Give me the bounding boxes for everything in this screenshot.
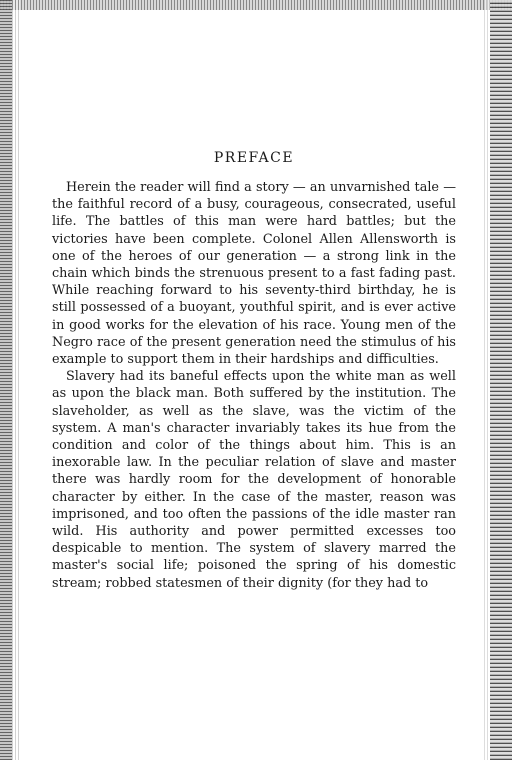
page-title: PREFACE [213, 150, 295, 166]
scan-edge-left [0, 0, 12, 760]
scan-edge-top [0, 0, 512, 10]
paragraph-1: Herein the reader will find a story — an unvarnished tale — the faithful record of a busy, courageous, consecrated, useful life. The battles of this man were hard battles; but the victories have been complete. Colonel Allen Allensworth is one of the heroes of our generation — a strong link in the chain which binds the strenuous present to a fast fading past. While reaching forward to his seventy-third birthday, he is still possessed of a buoyant, youthful spirit, and is ever active in good works for the elevation of his race. Young men of the Negro race of the present generation need the stimulus of his example to support them in their hardships and difficulties. [52, 180, 456, 368]
scan-edge-left-shadow [12, 0, 20, 760]
scan-edge-right-shadow [484, 0, 490, 760]
paragraph-2: Slavery had its baneful effects upon the white man as well as upon the black man. Both suffered by the institution. The slaveholder, as well as the slave, was the victim of the system. A man's character invariably takes its hue from the condition and color of the things about him. This is an inexorable law. In the peculiar relation of slave and master there was hardly room for the development of honorable character by either. In the case of the master, reason was imprisoned, and too often the passions of the idle master ran wild. His authority and power permitted excesses too despicable to mention. The system of slavery marred the master's social life; poisoned the spring of his domestic stream; robbed statesmen of their dignity (for they had to [52, 369, 456, 591]
scan-edge-right [490, 0, 512, 760]
page-body [52, 150, 456, 592]
